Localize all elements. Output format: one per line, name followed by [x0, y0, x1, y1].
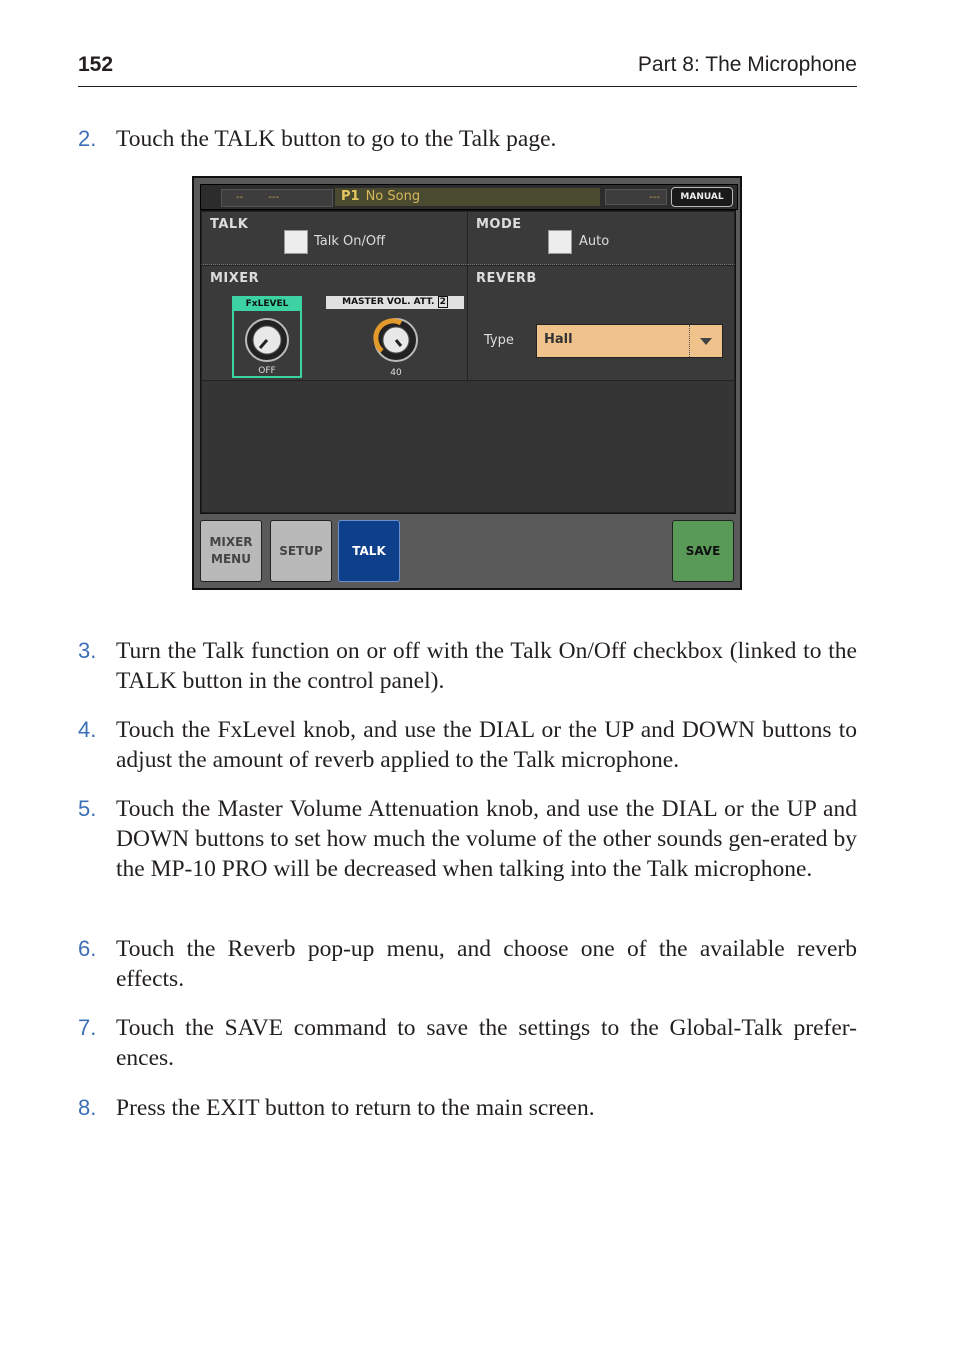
fxlevel-knob-box[interactable]	[232, 296, 302, 378]
master-att-label-text: MASTER VOL. ATT.	[342, 297, 435, 307]
reverb-title: REVERB	[476, 271, 537, 286]
page-number: 152	[78, 53, 114, 76]
auto-label: Auto	[579, 234, 610, 249]
chapter-title: Part 8: The Microphone	[637, 53, 857, 76]
chevron-down-icon[interactable]	[689, 325, 722, 357]
step-7	[78, 1013, 857, 1073]
step-text: Touch the TALK button to go to the Talk page.	[116, 126, 557, 152]
step-number: 7.	[78, 1015, 97, 1040]
mixer-title: MIXER	[210, 271, 260, 286]
talk-onoff-checkbox[interactable]	[284, 230, 308, 254]
status-left-a: --	[236, 192, 244, 203]
step-5	[78, 794, 857, 884]
step-number: 3.	[78, 638, 97, 663]
step-6	[78, 934, 857, 994]
step-4	[78, 715, 857, 775]
status-left-b: ---	[268, 192, 280, 203]
master-att-label	[326, 296, 464, 309]
save-button[interactable]: SAVE	[672, 520, 734, 582]
talk-panel	[200, 210, 736, 514]
step-number: 2.	[78, 126, 97, 151]
master-att-knob-icon[interactable]	[371, 315, 421, 365]
talk-page-screenshot	[192, 176, 742, 590]
mixer-menu-button[interactable]	[200, 520, 262, 582]
step-number: 8.	[78, 1095, 97, 1120]
step-text: Touch the SAVE command to save the settings to the Global-Talk prefer-ences.	[116, 1015, 857, 1071]
empty-area	[201, 380, 735, 513]
master-att-knob-box[interactable]	[326, 296, 466, 378]
talk-section	[201, 211, 468, 265]
step-2	[78, 124, 857, 154]
mixer-menu-line1: MIXER	[209, 535, 253, 549]
mixer-menu-line2: MENU	[211, 552, 251, 566]
mode-title: MODE	[476, 217, 522, 232]
status-field-left	[221, 189, 333, 207]
step-number: 4.	[78, 717, 97, 742]
step-text: Touch the Master Volume Attenuation knob, and use the DIAL or the UP and DOWN buttons to set how much the volume of the other sounds gen-erated by the MP-10 PRO will be decreased when talking into the Talk microphone.	[116, 796, 857, 882]
step-text: Touch the FxLevel knob, and use the DIAL or the UP and DOWN buttons to adjust the amount of reverb applied to the Talk microphone.	[116, 717, 857, 773]
talk-onoff-label: Talk On/Off	[314, 234, 386, 249]
song-field	[335, 188, 600, 206]
reverb-type-label: Type	[484, 333, 514, 348]
program-label: P1	[341, 189, 360, 204]
master-att-value: 40	[390, 368, 402, 378]
reverb-section	[467, 265, 735, 381]
talk-title: TALK	[210, 217, 249, 232]
fxlevel-label: FxLEVEL	[234, 298, 300, 311]
fxlevel-value: OFF	[258, 366, 276, 376]
step-text: Press the EXIT button to return to the main screen.	[116, 1095, 595, 1121]
talk-button[interactable]: TALK	[338, 520, 400, 582]
auto-checkbox[interactable]	[548, 230, 572, 254]
setup-button[interactable]: SETUP	[270, 520, 332, 582]
mixer-section	[201, 265, 468, 381]
status-bar	[200, 184, 738, 210]
step-8	[78, 1093, 857, 1123]
step-number: 6.	[78, 936, 97, 961]
page-header	[78, 52, 857, 87]
fxlevel-knob-icon[interactable]	[242, 315, 292, 365]
song-name: No Song	[365, 189, 421, 204]
step-text: Turn the Talk function on or off with the Talk On/Off checkbox (linked to the TALK button in the control panel).	[116, 638, 857, 694]
step-number: 5.	[78, 796, 97, 821]
step-3	[78, 636, 857, 696]
manual-button[interactable]: MANUAL	[671, 187, 733, 207]
reverb-type-value: Hall	[544, 332, 573, 347]
status-field-right: ---	[605, 189, 667, 205]
step-text: Touch the Reverb pop-up menu, and choose one of the available reverb effects.	[116, 936, 857, 992]
mode-section	[467, 211, 735, 265]
reverb-type-select[interactable]	[536, 324, 723, 358]
master-att-badge: 2	[439, 297, 446, 307]
